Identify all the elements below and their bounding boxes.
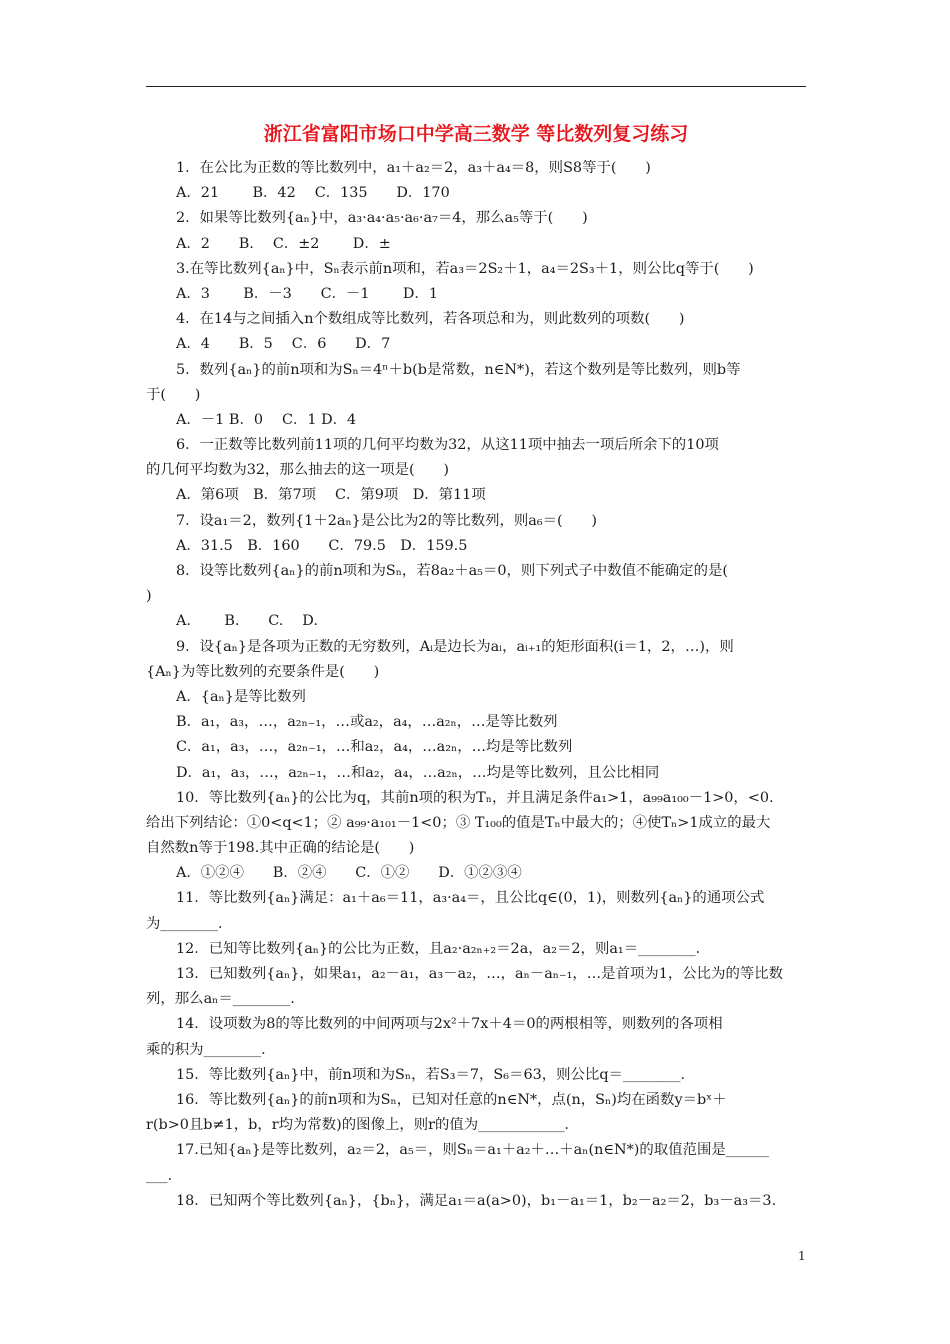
text-line: 的几何平均数为32，那么抽去的这一项是( ): [146, 462, 449, 479]
text-line: 乘的积为________．: [146, 1041, 276, 1058]
text-line: 7．设a₁＝2，数列{1＋2aₙ}是公比为2的等比数列，则a₆＝( ): [176, 512, 598, 529]
text-line: 6．一正数等比数列前11项的几何平均数为32，从这11项中抽去一项后所余下的10项: [176, 437, 719, 454]
exercise-body: [146, 156, 808, 1214]
text-line: 17.已知{aₙ}是等比数列，a₂＝2，a₅＝，则Sₙ＝a₁＋a₂＋…＋aₙ(n∈N*)的取值范围是______: [176, 1142, 769, 1159]
text-line: A．3 B．－3 C．－1 D．1: [176, 285, 438, 302]
text-line: 15．等比数列{aₙ}中，前n项和为Sₙ，若S₃＝7，S₆＝63，则公比q＝________．: [176, 1066, 695, 1083]
text-line: 3.在等比数列{aₙ}中，Sₙ表示前n项和，若a₃＝2S₂＋1，a₄＝2S₃＋1，则公比q等于( ): [176, 260, 754, 277]
text-line: 5．数列{aₙ}的前n项和为Sₙ＝4ⁿ＋b(b是常数，n∈N*)，若这个数列是等比数列，则b等: [176, 361, 741, 378]
text-line: 列，那么aₙ＝________．: [146, 991, 305, 1008]
text-line: ): [146, 588, 152, 605]
text-line: A．①②④ B．②④ C．①② D．①②③④: [176, 865, 522, 882]
text-line: A．{aₙ}是等比数列: [176, 688, 306, 705]
header-rule: [146, 86, 806, 87]
page-title: 浙江省富阳市场口中学高三数学 等比数列复习练习: [263, 123, 689, 145]
text-line: 11．等比数列{aₙ}满足：a₁＋a₆＝11，a₃·a₄＝，且公比q∈(0，1)，则数列{aₙ}的通项公式: [176, 890, 765, 907]
text-line: 16．等比数列{aₙ}的前n项和为Sₙ，已知对任意的n∈N*，点(n，Sₙ)均在函数y＝bˣ＋: [176, 1091, 727, 1108]
text-line: D．a₁，a₃，…，a₂ₙ₋₁，…和a₂，a₄，…a₂ₙ，…均是等比数列，且公比相同: [176, 764, 660, 781]
text-line: 8．设等比数列{aₙ}的前n项和为Sₙ，若8a₂＋a₅＝0，则下列式子中数值不能确定的是(: [176, 563, 728, 579]
text-line: A．第6项 B．第7项 C．第9项 D．第11项: [176, 487, 486, 504]
text-line: C．a₁，a₃，…，a₂ₙ₋₁，…和a₂，a₄，…a₂ₙ，…均是等比数列: [176, 739, 573, 756]
text-line: A．－1 B．0 C．1 D．4: [176, 411, 357, 428]
text-line: 18．已知两个等比数列{aₙ}，{bₙ}，满足a₁＝a(a>0)，b₁－a₁＝1，b₂－a₂＝2，b₃－a₃＝3.: [176, 1192, 777, 1209]
text-line: 12．已知等比数列{aₙ}的公比为正数，且a₂·a₂ₙ₊₂＝2a，a₂＝2，则a₁＝________．: [176, 940, 711, 957]
text-line: 13．已知数列{aₙ}，如果a₁，a₂－a₁，a₃－a₂，…，aₙ－aₙ₋₁，…是首项为1，公比为的等比数: [176, 966, 784, 982]
text-line: 2．如果等比数列{aₙ}中，a₃·a₄·a₅·a₆·a₇＝4，那么a₅等于( ): [176, 210, 588, 227]
text-line: A. B. C. D.: [176, 613, 318, 630]
text-line: 给出下列结论：①0<q<1；② a₉₉·a₁₀₁－1<0；③ T₁₀₀的值是Tₙ中最大的；④使Tₙ>1成立的最大: [146, 814, 771, 831]
text-line: 4．在14与之间插入n个数组成等比数列，若各项总和为，则此数列的项数( ): [176, 311, 685, 328]
text-line: 于( ): [146, 386, 201, 403]
text-line: A．31.5 B．160 C．79.5 D．159.5: [176, 537, 468, 554]
page-number: 1: [798, 1249, 806, 1263]
text-line: A．21 B．42 C．135 D．170: [176, 185, 450, 202]
text-line: 14．设项数为8的等比数列的中间两项与2x²＋7x＋4＝0的两根相等，则数列的各项相: [176, 1016, 723, 1033]
text-line: ___．: [146, 1167, 182, 1184]
text-line: {Aₙ}为等比数列的充要条件是( ): [146, 663, 380, 680]
text-line: A．4 B．5 C．6 D．7: [176, 336, 391, 353]
text-line: 9．设{aₙ}是各项为正数的无穷数列，Aᵢ是边长为aᵢ，aᵢ₊₁的矩形面积(i＝1，2，…)，则: [176, 638, 734, 655]
text-line: 自然数n等于198.其中正确的结论是( ): [146, 840, 415, 857]
text-line: 10．等比数列{aₙ}的公比为q，其前n项的积为Tₙ，并且满足条件a₁>1，a₉₉a₁₀₀－1>0，<0.: [176, 789, 774, 806]
text-line: B．a₁，a₃，…，a₂ₙ₋₁，…或a₂，a₄，…a₂ₙ，…是等比数列: [176, 714, 558, 731]
text-line: 为________．: [146, 915, 233, 932]
text-line: r(b>0且b≠1，b，r均为常数)的图像上，则r的值为____________．: [146, 1117, 579, 1134]
text-line: A．2 B. C．±2 D．±: [176, 235, 391, 252]
text-line: 1．在公比为正数的等比数列中，a₁＋a₂＝2，a₃＋a₄＝8，则S8等于( ): [176, 160, 651, 176]
